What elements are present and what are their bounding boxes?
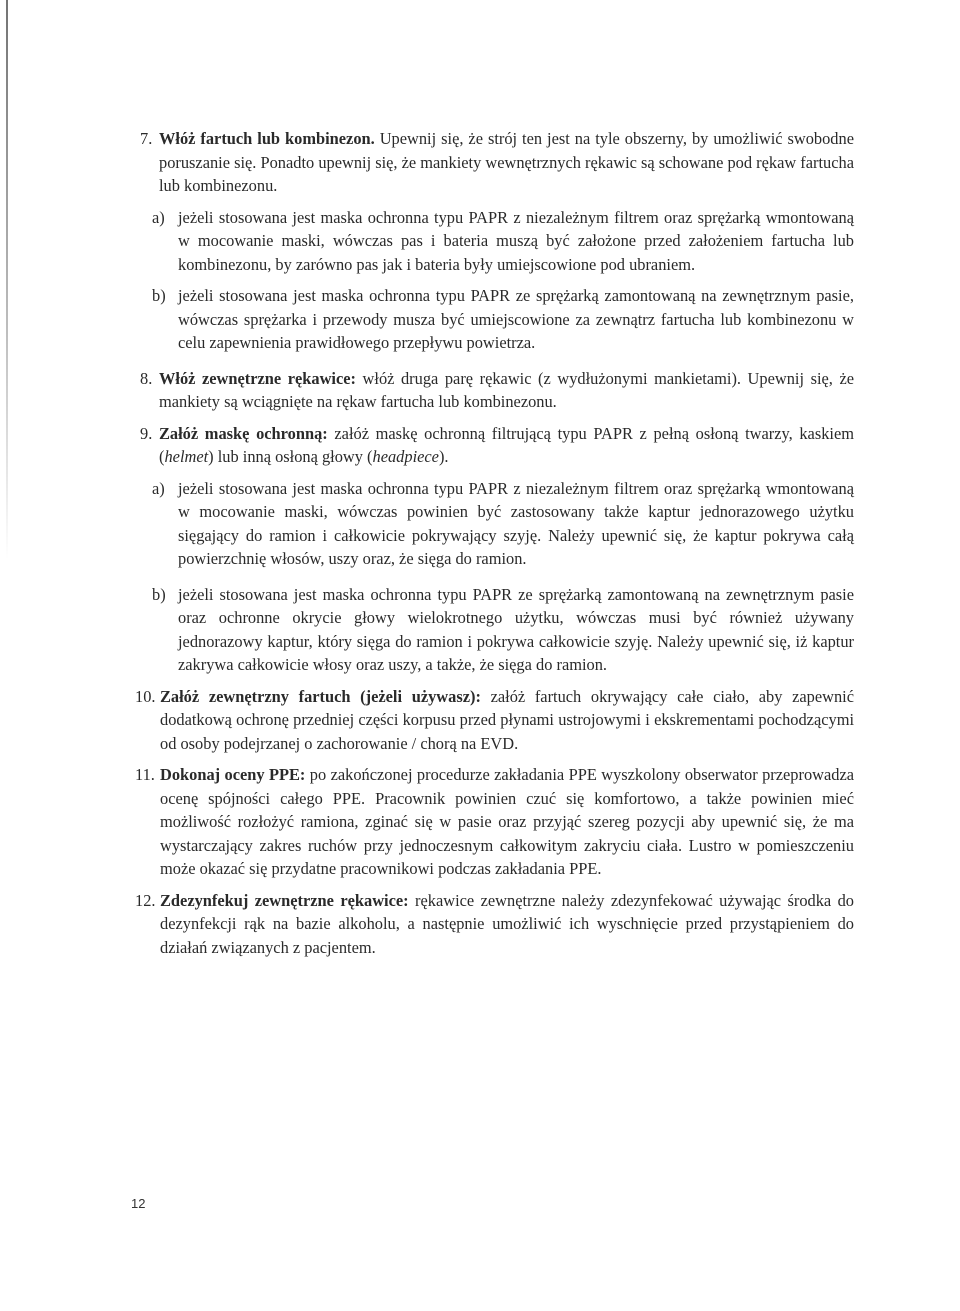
sub-item-9a [140, 477, 854, 571]
item-lead: Zdezynfekuj zewnętrzne rękawice: [160, 890, 409, 910]
item-lead: Włóż fartuch lub kombinezon. [159, 129, 375, 148]
sub-item-9b [140, 583, 854, 677]
list-item-7 [140, 127, 854, 198]
sub-item-letter: a) [152, 478, 165, 498]
item-number: 7. [140, 129, 153, 148]
sub-item-letter: a) [152, 207, 165, 227]
item-number: 10. [135, 686, 156, 706]
item-text: ) lub inną osłoną głowy ( [208, 447, 373, 466]
sub-item-letter: b) [152, 286, 166, 305]
item-number: 11. [135, 765, 155, 784]
item-lead: Dokonaj oceny PPE: [160, 765, 306, 784]
item-text: załóż fartuch okrywający całe ciało, aby zapewnić dodatkową ochronę przedniej części korpusu przed płynami ustrojowymi i ekskrementami pochodzącymi od osoby podejrzanej o zachorowanie / chorą na EVD. [160, 686, 854, 753]
item-text: Upewnij się, że strój ten jest na tyle obszerny, by umożliwić swobodne poruszanie się. Ponadto upewnij się, że mankiety wewnętrznych rękawic są schowane pod rękaw fartucha lub kombinezonu. [159, 129, 854, 195]
sub-item-text: jeżeli stosowana jest maska ochronna typu PAPR z niezależnym filtrem oraz sprężarką wmontowaną w mocowanie maski, wówczas powinien być zastosowany także kaptur jednorazowego użytku sięgający do ramion i całkowicie pokrywający szyję. Należy upewnić się, że kaptur pokrywa całą powierzchnię włosów, uszy oraz, że sięga do ramion. [178, 478, 854, 568]
sub-item-text: jeżeli stosowana jest maska ochronna typu PAPR ze sprężarką zamontowaną na zewnętrznym pasie oraz ochronne okrycie głowy wielokrotnego użytku, wówczas musi być również używany jednorazowy kaptur, który sięga do ramion i pokrywa całkowicie szyję. Należy upewnić się, iż kaptur zakrywa całkowicie włosy oraz uszy, a także, że sięga do ramion. [178, 584, 854, 674]
sub-item-letter: b) [152, 584, 166, 604]
sub-item-text: jeżeli stosowana jest maska ochronna typu PAPR z niezależnym filtrem oraz sprężarką wmontowaną w mocowanie maski, wówczas pas i bateria muszą być założone przed założeniem fartucha lub kombinezonu, by zarówno pas jak i bateria były umiejscowione pod ubraniem. [178, 207, 854, 274]
item-lead: Załóż maskę ochronną: [159, 423, 328, 443]
item-number: 8. [140, 368, 153, 388]
sub-item-7a [140, 206, 854, 277]
scan-edge-line [6, 0, 8, 560]
list-item-12 [135, 889, 854, 960]
item-number: 12. [135, 890, 156, 910]
list-item-11 [135, 763, 855, 881]
document-body [135, 127, 855, 959]
helmet-term: helmet [164, 447, 209, 466]
item-text: rękawice zewnętrzne należy zdezynfekować używając środka do dezynfekcji rąk na bazie alkoholu, a następnie umożliwić ich wyschnięcie przed przystąpieniem do działań związanych z pacjentem. [160, 890, 854, 957]
item-text: po zakończonej procedurze zakładania PPE wyszkolony obserwator przeprowadza ocenę spójności całego PPE. Pracownik powinien czuć się komfortowo, a także powinien mieć możliwość rozłożyć ramiona, zginać się w pasie oraz przyjąć szereg pozycji aby upewnić się, że ma wystarczający zakres ruchów przy jednoczesnym całkowitym zakryciu ciała. Lustro w pomieszczeniu może okazać się przydatne pracownikowi podczas zakładania PPE. [160, 765, 855, 878]
item-lead: Załóż zewnętrzny fartuch (jeżeli używasz): [160, 686, 481, 706]
list-item-9 [140, 422, 854, 469]
sub-item-7b [140, 284, 854, 355]
sub-item-text: jeżeli stosowana jest maska ochronna typu PAPR ze sprężarką zamontowaną na zewnętrznym pasie, wówczas sprężarka i przewody musza być umiejscowione za zewnątrz fartucha lub kombinezonu w celu zapewnienia prawidłowego przepływu powietrza. [178, 286, 854, 352]
page-number: 12 [131, 1196, 146, 1211]
item-number: 9. [140, 423, 153, 443]
headpiece-term: headpiece [372, 447, 439, 466]
item-text: włóż druga parę rękawic (z wydłużonymi mankietami). Upewnij się, że mankiety są wciągnięte na rękaw fartucha lub kombinezonu. [159, 368, 854, 411]
item-text: ). [438, 447, 449, 466]
list-item-8 [140, 367, 854, 414]
item-lead: Włóż zewnętrzne rękawice: [159, 368, 356, 388]
item-text: załóż maskę ochronną filtrującą typu PAPR z pełną osłoną twarzy, kaskiem ( [159, 423, 854, 466]
list-item-10 [135, 685, 854, 756]
